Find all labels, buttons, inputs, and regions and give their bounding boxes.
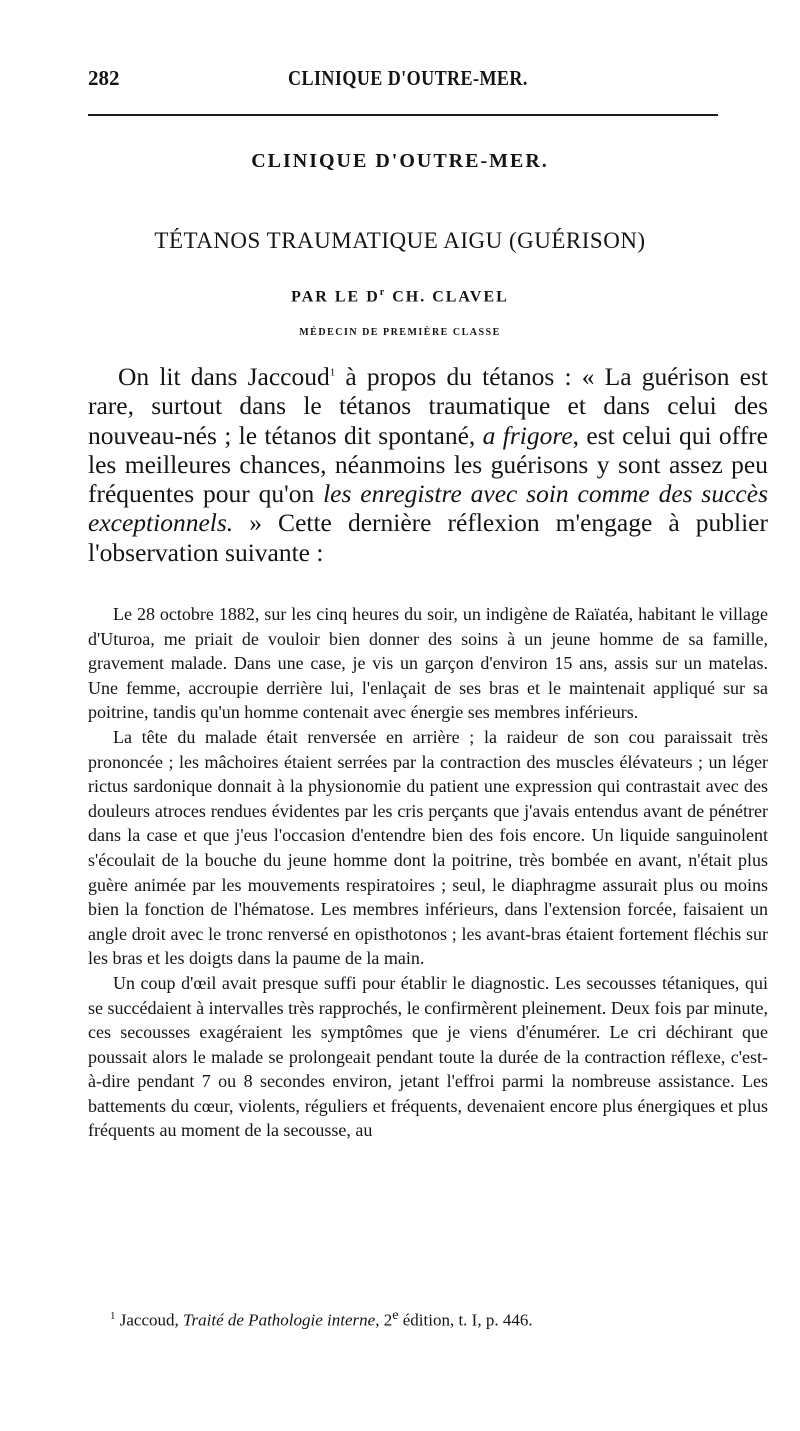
section-title: CLINIQUE D'OUTRE-MER. [251,150,549,172]
footnote-title: Traité de Pathologie interne [183,1310,376,1330]
lead-part-2: à propos du tétanos : « La guérison est rare, surtout dans le tétanos traumatique et dans celui des nouveau-nés ; le tétanos dit spontané, [88,362,768,450]
lead-part-4: » Cette dernière réflexion m'engage à publier l'observation suivante : [88,508,768,567]
lead-part-3: , est celui qui offre les meilleures chances, néanmoins les guérisons y sont assez peu fréquentes pour qu'on [88,420,768,509]
body-paragraph: Le 28 octobre 1882, sur les cinq heures du soir, un indigène de Raïatéa, habitant le village d'Uturoa, me priait de vouloir bien donner des soins à un jeune homme de sa famille, gravement malade. Dans une case, je vis un garçon d'environ 15 ans, assis sur un matelas. Une femme, accroupie derrière lui, l'enlaçait de ses bras et le maintenait appliqué sur sa poitrine, tandis qu'un homme contenait avec énergie ses membres inférieurs. [88,604,768,723]
footnote-rest-a: , 2 [375,1310,393,1330]
author-name: CH. CLAVEL [392,288,509,306]
footnote [88,1304,768,1332]
body-paragraph: Un coup d'œil avait presque suffi pour établir le diagnostic. Les secousses tétaniques, qui se succédaient à intervalles très rapprochés, le confirmèrent pleinement. Deux fois par minute, ces secousses exagéraient les symptômes que je viens d'énumérer. Le cri déchirant que poussait alors le malade se prolongeait pendant toute la durée de la contraction réflexe, c'est-à-dire pendant 7 ou 8 secondes environ, jetant l'effroi parmi la nombreuse assistance. Les battements du cœur, violents, réguliers et fréquents, devenaient encore plus énergiques et plus fréquents au moment de la secousse, au [88,972,768,1141]
footnote-author: Jaccoud, [115,1310,184,1330]
header-rule [88,114,718,116]
lead-italic-2: les enregistre avec soin comme des succès exceptionnels. [88,479,768,538]
footnote-rest-b: édition, t. I, p. 446. [398,1310,533,1330]
article-title: TÉTANOS TRAUMATIQUE AIGU (GUÉRISON) [154,228,646,253]
body-paragraph: La tête du malade était renversée en arrière ; la raideur de son cou paraissait très prononcée ; les mâchoires étaient serrées par la contraction des muscles élévateurs ; un léger rictus sardonique donnait à la physionomie du patient une expression qui contrastait avec des douleurs atroces rendues évidentes par les cris perçants que j'avais entendus avant de pénétrer dans la case et que j'eus l'occasion d'entendre bien des fois encore. Un liquide sanguinolent s'écoulait de la bouche du jeune homme dont la poitrine, très bombée en avant, n'était plus guère animée par les mouvements respiratoires ; seul, le diaphragme assurait plus ou moins bien la fonction de l'hématose. Les membres inférieurs, dans l'extension forcée, faisaient un angle droit avec le tronc renversé en opisthotonos ; les avant-bras étaient fortement fléchis sur les bras et les doigts dans la paume de la main. [88,726,768,969]
footnote-rest-sup: e [392,1307,399,1323]
author-prefix: PAR LE D [291,288,380,306]
running-head [88,66,718,106]
page-number: 282 [88,66,120,90]
footnote-ref: 1 [329,366,336,379]
running-title: CLINIQUE D'OUTRE-MER. [288,66,528,90]
lead-part-1: On lit dans Jaccoud [118,362,330,391]
body-text [88,602,768,1143]
author-prefix-sup: r [379,287,387,298]
footnote-marker: 1 [110,1310,116,1322]
author-line [0,287,800,306]
lead-paragraph [88,362,768,567]
lead-italic-1: a frigore [482,420,573,450]
author-rank: MÉDECIN DE PREMIÈRE CLASSE [299,327,501,338]
